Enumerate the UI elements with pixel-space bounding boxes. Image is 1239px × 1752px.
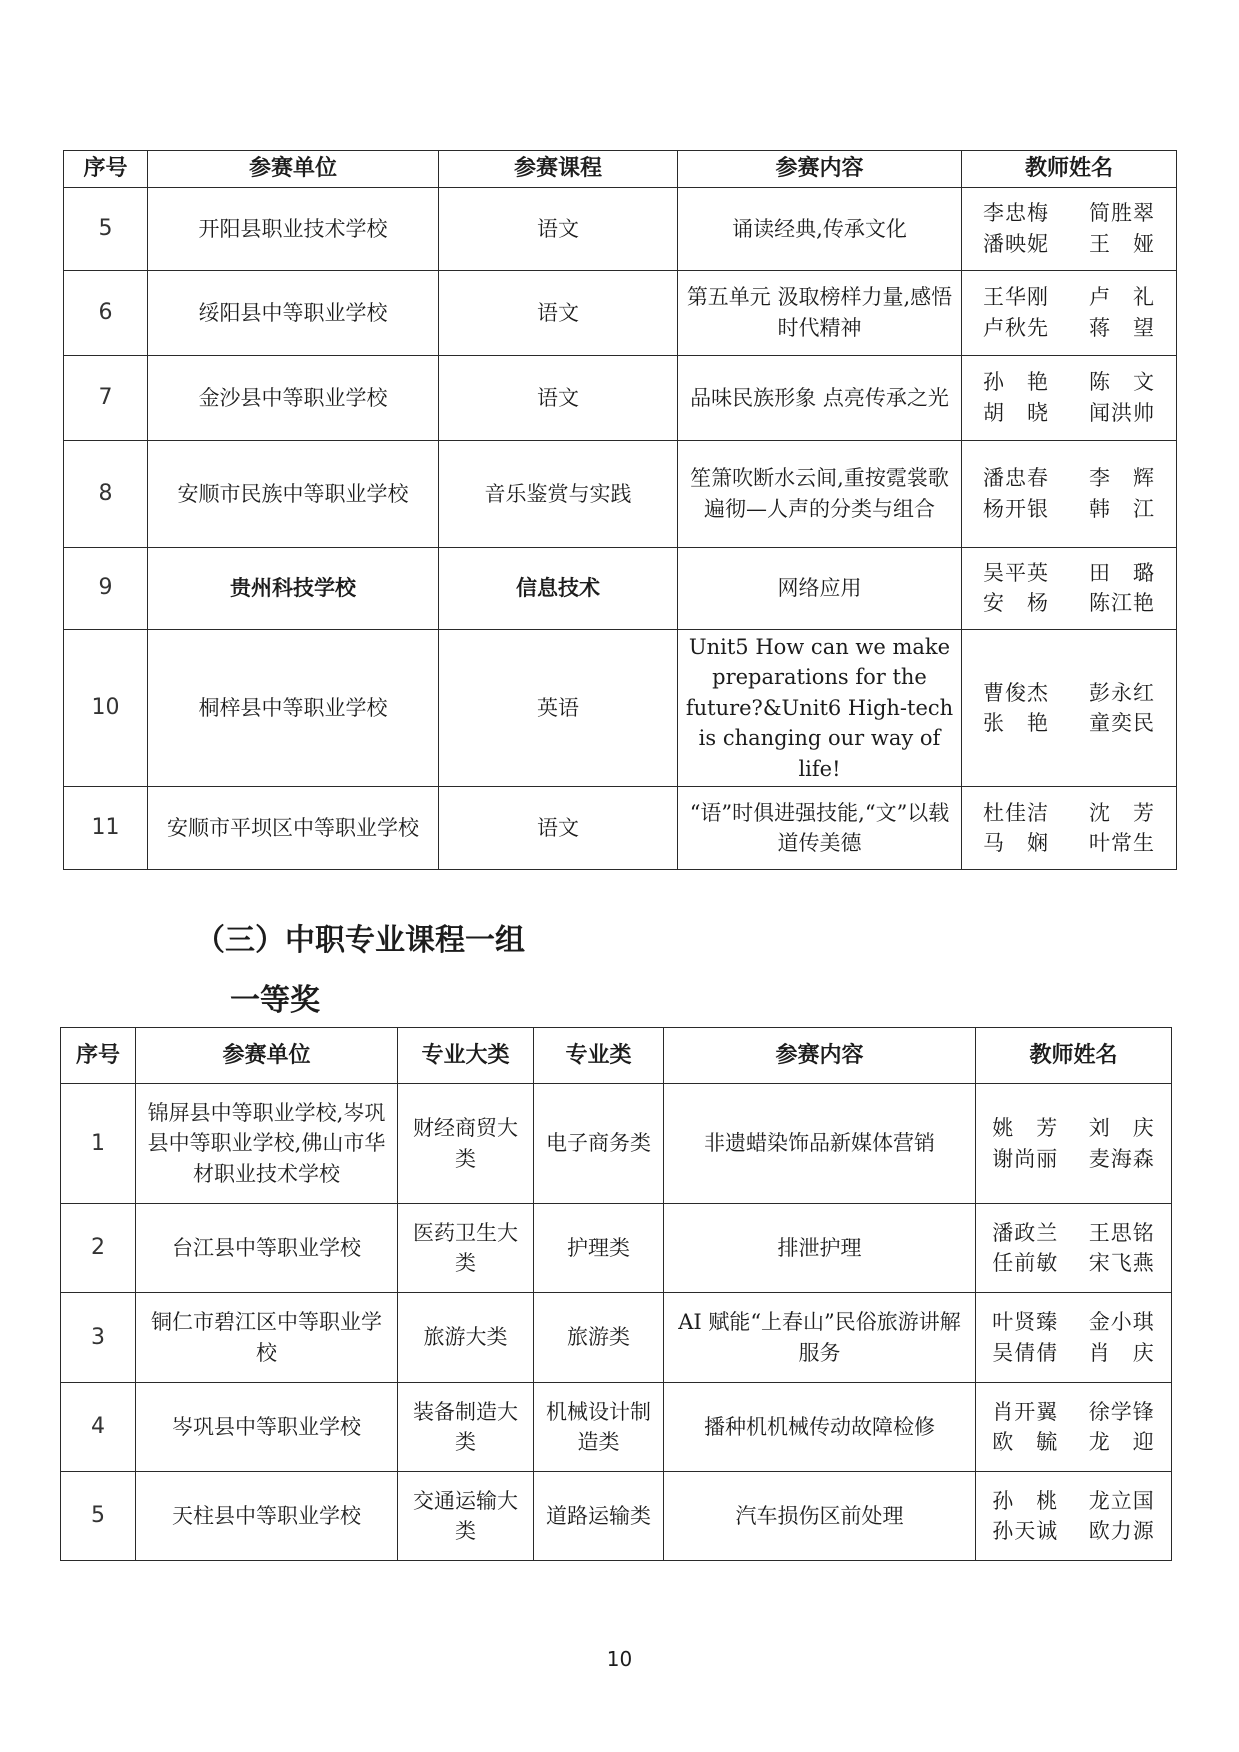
award-table-1: [63, 150, 1177, 870]
header-major: 专业类: [534, 1028, 664, 1084]
row-no: 6: [64, 270, 148, 355]
row-content: 诵读经典,传承文化: [678, 187, 962, 270]
table-row: [64, 355, 1177, 440]
row-no: 4: [61, 1383, 136, 1472]
row-unit: 岑巩县中等职业学校: [136, 1383, 398, 1472]
row-no: 5: [61, 1472, 136, 1561]
row-no: 5: [64, 187, 148, 270]
teacher-name: 金小琪: [1088, 1310, 1155, 1335]
row-course: 语文: [439, 187, 678, 270]
teacher-name: 叶贤臻: [992, 1310, 1059, 1335]
header-course: 参赛课程: [439, 151, 678, 188]
row-teachers: [976, 1204, 1172, 1293]
row-no: 8: [64, 440, 148, 547]
table-row: [64, 440, 1177, 547]
row-teachers: [976, 1084, 1172, 1204]
teacher-name: 曹俊杰: [983, 680, 1049, 705]
teacher-name: 龙 迎: [1088, 1430, 1155, 1454]
row-unit: 锦屏县中等职业学校,岑巩县中等职业学校,佛山市华材职业技术学校: [136, 1084, 398, 1204]
teacher-name: 肖开翼: [992, 1399, 1059, 1424]
row-major-category: 交通运输大类: [398, 1472, 534, 1561]
row-major: 护理类: [534, 1204, 664, 1293]
teacher-name: 宋飞燕: [1088, 1251, 1155, 1275]
table-row: [61, 1383, 1172, 1472]
teacher-name: 韩 江: [1089, 496, 1155, 521]
row-content: “语”时俱进强技能,“文”以载道传美德: [678, 787, 962, 870]
row-unit: 安顺市民族中等职业学校: [148, 440, 439, 547]
row-major-category: 财经商贸大类: [398, 1084, 534, 1204]
row-teachers: [962, 440, 1177, 547]
row-content: 排泄护理: [664, 1204, 976, 1293]
row-major-category: 医药卫生大类: [398, 1204, 534, 1293]
teacher-name: 童奕民: [1089, 710, 1155, 735]
teacher-name: 孙天诚: [992, 1519, 1059, 1543]
teacher-name: 王华刚: [983, 285, 1049, 310]
award-level-heading: 一等奖: [230, 983, 320, 1018]
row-content: 第五单元 汲取榜样力量,感悟时代精神: [678, 270, 962, 355]
row-unit: 绥阳县中等职业学校: [148, 270, 439, 355]
row-no: 1: [61, 1084, 136, 1204]
row-teachers: [976, 1383, 1172, 1472]
header-no: 序号: [64, 151, 148, 188]
row-no: 11: [64, 787, 148, 870]
table-row: [61, 1084, 1172, 1204]
row-no: 3: [61, 1293, 136, 1383]
teacher-name: 王思铭: [1088, 1220, 1155, 1245]
teacher-name: 潘映妮: [983, 231, 1049, 256]
row-teachers: [976, 1472, 1172, 1561]
row-teachers: [962, 629, 1177, 786]
header-no: 序号: [61, 1028, 136, 1084]
teacher-name: 卢 礼: [1089, 285, 1155, 310]
row-teachers: [962, 547, 1177, 629]
teacher-name: 王 娅: [1089, 231, 1155, 256]
table-header-row: [64, 151, 1177, 188]
table-row: [61, 1293, 1172, 1383]
row-content: 笙箫吹断水云间,重按霓裳歌遍彻—人声的分类与组合: [678, 440, 962, 547]
teacher-name: 蒋 望: [1089, 315, 1155, 340]
row-course: 语文: [439, 355, 678, 440]
row-course: 语文: [439, 270, 678, 355]
row-content: Unit5 How can we make preparations for the future?&Unit6 High-tech is changing our way of life!: [678, 629, 962, 786]
row-unit: 金沙县中等职业学校: [148, 355, 439, 440]
teacher-name: 叶常生: [1089, 831, 1155, 856]
header-major-category: 专业大类: [398, 1028, 534, 1084]
row-unit: 铜仁市碧江区中等职业学校: [136, 1293, 398, 1383]
teacher-name: 麦海森: [1088, 1146, 1155, 1171]
teacher-name: 杜佳洁: [983, 800, 1049, 825]
table-row: [64, 270, 1177, 355]
row-teachers: [962, 270, 1177, 355]
teacher-name: 孙 桃: [992, 1488, 1059, 1513]
header-content: 参赛内容: [664, 1028, 976, 1084]
teacher-name: 刘 庆: [1088, 1116, 1155, 1141]
teacher-name: 欧 毓: [992, 1430, 1059, 1454]
row-unit: 开阳县职业技术学校: [148, 187, 439, 270]
teacher-name: 龙立国: [1088, 1488, 1155, 1513]
table-row: [61, 1204, 1172, 1293]
teacher-name: 陈江艳: [1089, 591, 1155, 616]
row-major: 电子商务类: [534, 1084, 664, 1204]
row-major-category: 装备制造大类: [398, 1383, 534, 1472]
section-heading: （三）中职专业课程一组: [195, 923, 525, 958]
teacher-name: 马 娴: [983, 831, 1049, 856]
teacher-name: 李 辉: [1089, 466, 1155, 491]
row-teachers: [962, 187, 1177, 270]
row-major-category: 旅游大类: [398, 1293, 534, 1383]
row-teachers: [962, 355, 1177, 440]
teacher-name: 孙 艳: [983, 370, 1049, 395]
row-course: 音乐鉴赏与实践: [439, 440, 678, 547]
teacher-name: 吴倩倩: [992, 1340, 1059, 1365]
teacher-name: 欧力源: [1088, 1519, 1155, 1543]
row-no: 10: [64, 629, 148, 786]
teacher-name: 徐学锋: [1088, 1399, 1155, 1424]
award-table-2: [60, 1027, 1172, 1561]
header-teachers: 教师姓名: [962, 151, 1177, 188]
row-content: AI 赋能“上春山”民俗旅游讲解服务: [664, 1293, 976, 1383]
row-teachers: [976, 1293, 1172, 1383]
table-row: [61, 1472, 1172, 1561]
row-course: 信息技术: [439, 547, 678, 629]
row-unit: 安顺市平坝区中等职业学校: [148, 787, 439, 870]
table-row: [64, 629, 1177, 786]
teacher-name: 田 璐: [1089, 560, 1155, 585]
teacher-name: 任前敏: [992, 1251, 1059, 1275]
teacher-name: 陈 文: [1089, 370, 1155, 395]
teacher-name: 潘忠春: [983, 466, 1049, 491]
teacher-name: 沈 芳: [1089, 800, 1155, 825]
table-row: [64, 787, 1177, 870]
teacher-name: 潘政兰: [992, 1220, 1059, 1245]
teacher-name: 姚 芳: [992, 1116, 1059, 1141]
row-major: 道路运输类: [534, 1472, 664, 1561]
row-unit: 贵州科技学校: [148, 547, 439, 629]
table-header-row: [61, 1028, 1172, 1084]
row-course: 英语: [439, 629, 678, 786]
table-row: [64, 547, 1177, 629]
teacher-name: 胡 晓: [983, 400, 1049, 425]
header-content: 参赛内容: [678, 151, 962, 188]
row-no: 9: [64, 547, 148, 629]
row-content: 网络应用: [678, 547, 962, 629]
teacher-name: 卢秋先: [983, 315, 1049, 340]
teacher-name: 安 杨: [983, 591, 1049, 616]
teacher-name: 李忠梅: [983, 201, 1049, 226]
row-unit: 桐梓县中等职业学校: [148, 629, 439, 786]
header-teachers: 教师姓名: [976, 1028, 1172, 1084]
row-course: 语文: [439, 787, 678, 870]
teacher-name: 肖 庆: [1088, 1340, 1155, 1365]
row-content: 非遗蜡染饰品新媒体营销: [664, 1084, 976, 1204]
row-major: 旅游类: [534, 1293, 664, 1383]
teacher-name: 张 艳: [983, 710, 1049, 735]
row-teachers: [962, 787, 1177, 870]
teacher-name: 杨开银: [983, 496, 1049, 521]
teacher-name: 彭永红: [1089, 680, 1155, 705]
header-unit: 参赛单位: [148, 151, 439, 188]
teacher-name: 吴平英: [983, 560, 1049, 585]
page-number: 10: [606, 1647, 633, 1671]
header-unit: 参赛单位: [136, 1028, 398, 1084]
row-unit: 天柱县中等职业学校: [136, 1472, 398, 1561]
table-row: [64, 187, 1177, 270]
row-major: 机械设计制造类: [534, 1383, 664, 1472]
teacher-name: 简胜翠: [1089, 201, 1155, 226]
row-content: 汽车损伤区前处理: [664, 1472, 976, 1561]
row-no: 7: [64, 355, 148, 440]
row-no: 2: [61, 1204, 136, 1293]
row-content: 播种机机械传动故障检修: [664, 1383, 976, 1472]
row-content: 品味民族形象 点亮传承之光: [678, 355, 962, 440]
teacher-name: 闻洪帅: [1089, 400, 1155, 425]
teacher-name: 谢尚丽: [992, 1146, 1059, 1171]
row-unit: 台江县中等职业学校: [136, 1204, 398, 1293]
